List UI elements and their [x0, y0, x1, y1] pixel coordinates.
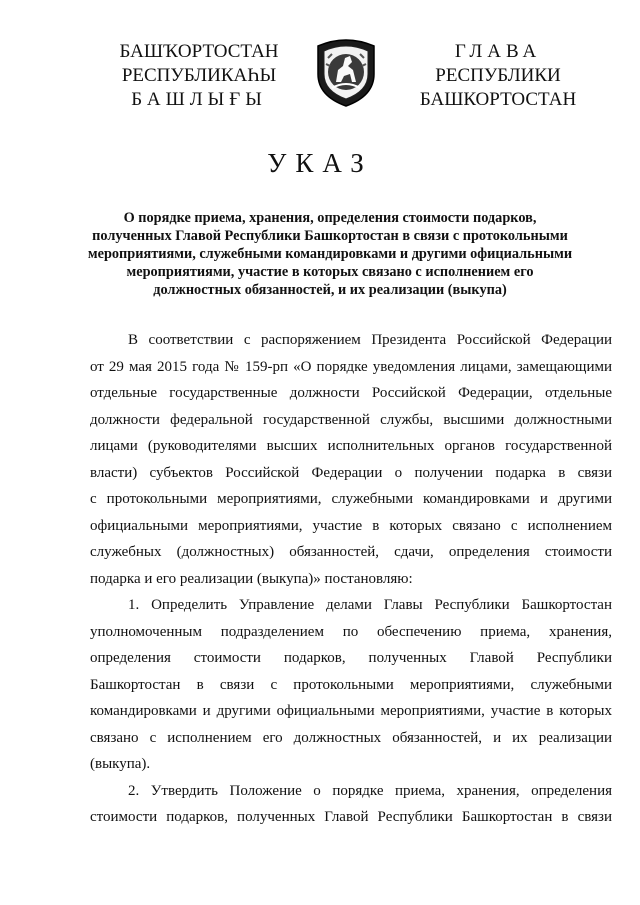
- body-line: служебных (должностных) обязанностей, сдачи, определения стоимости: [90, 544, 612, 560]
- body-line: определения стоимости подарков, полученных Главой Республики: [90, 650, 612, 666]
- item-1-paragraph: [90, 592, 612, 778]
- header-russian: [418, 40, 578, 112]
- body-line: официальными мероприятиями, участие в которых связано с исполнением: [90, 517, 612, 534]
- body-line: подарка и его реализации (выкупа)» постановляю:: [90, 570, 413, 587]
- body-line: уполномоченным подразделением по обеспечению приема, хранения,: [90, 623, 612, 640]
- body-line: от 29 мая 2015 года № 159-рп «О порядке уведомления лицами, замещающими: [90, 358, 612, 375]
- document-title: УКАЗ: [267, 148, 373, 178]
- coat-of-arms-icon: [312, 36, 380, 108]
- body-line: 1. Определить Управление делами Главы Республики Башкортостан: [128, 597, 612, 613]
- header-russian-line-2: РЕСПУБЛИКИ: [435, 65, 561, 86]
- header-russian-line-3: БАШКОРТОСТАН: [419, 89, 577, 110]
- header-russian-line-1: ГЛАВА: [454, 41, 542, 62]
- body-line: командировками и другими официальными мероприятиями, участие в которых: [90, 703, 612, 719]
- body-line: отдельные государственные должности Российской Федерации, отдельные: [90, 385, 612, 401]
- decree-body: [90, 327, 612, 831]
- decree-heading: [80, 209, 580, 299]
- heading-line: полученных Главой Республики Башкортостан в связи с протокольными: [92, 228, 568, 244]
- body-line: (выкупа).: [90, 756, 151, 772]
- body-line: власти) субъектов Российской Федерации о получении подарка в связи: [90, 464, 612, 481]
- preamble-paragraph: [90, 327, 612, 592]
- item-2-paragraph: [90, 778, 612, 831]
- heading-line: О порядке приема, хранения, определения стоимости подарков,: [123, 210, 537, 226]
- header-bashkir-line-1: БАШҠОРТОСТАН: [119, 41, 279, 62]
- header-bashkir-line-2: РЕСПУБЛИКАҺЫ: [121, 65, 277, 86]
- body-line: лицами (руководителями высших исполнительных органов государственной: [90, 438, 612, 454]
- body-line: должности федеральной государственной службы, высшими должностными: [90, 411, 612, 428]
- body-line: стоимости подарков, полученных Главой Республики Башкортостан в связи: [90, 809, 612, 825]
- header-bashkir-line-3: БАШЛЫҒЫ: [131, 89, 267, 110]
- heading-line: мероприятиями, служебными командировками и другими официальными: [87, 246, 573, 262]
- heading-line: должностных обязанностей, и их реализации (выкупа): [153, 282, 507, 298]
- heading-line: мероприятиями, участие в которых связано с исполнением его: [126, 264, 534, 280]
- body-line: В соответствии с распоряжением Президента Российской Федерации: [128, 332, 612, 348]
- body-line: 2. Утвердить Положение о порядке приема, хранения, определения: [128, 782, 612, 799]
- body-line: Башкортостан в связи с протокольными мероприятиями, служебными: [90, 676, 612, 693]
- body-line: с протокольными мероприятиями, служебными командировками и другими: [90, 491, 612, 507]
- header-bashkir: [108, 40, 290, 112]
- body-line: связано с исполнением его должностных обязанностей, и их реализации: [90, 729, 612, 746]
